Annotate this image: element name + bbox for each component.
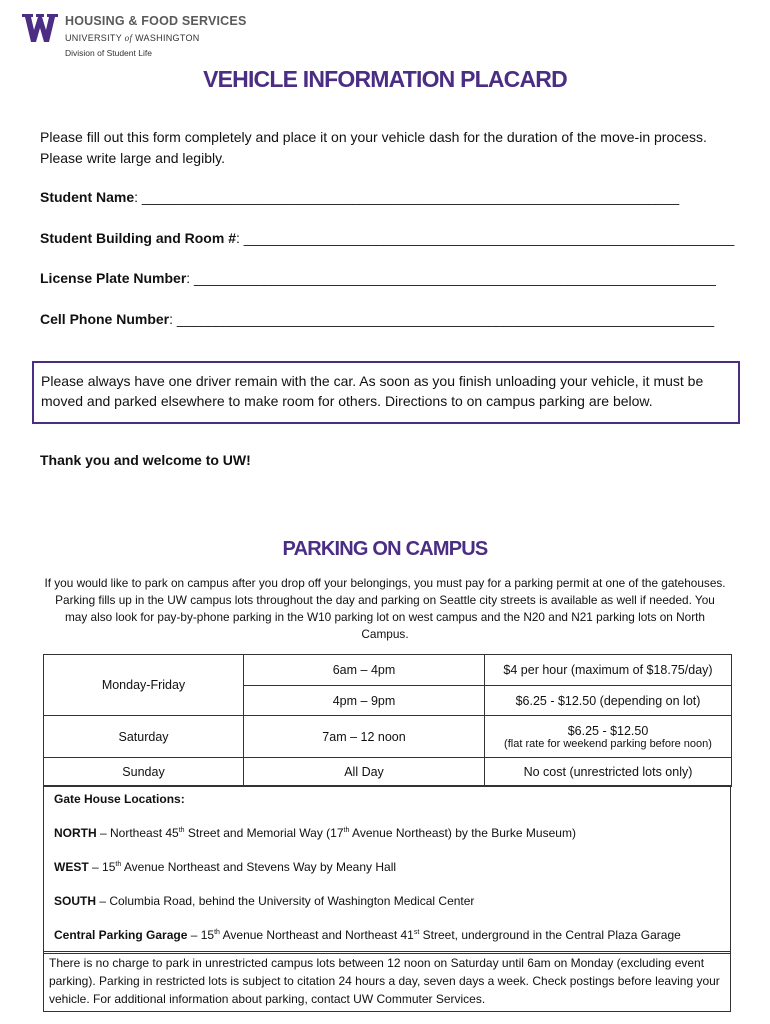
table-row xyxy=(44,758,732,787)
parking-rates-table xyxy=(43,654,732,787)
parking-title: PARKING ON CAMPUS xyxy=(282,538,488,560)
gate-central: Central Parking Garage – 15th Avenue Northeast and Northeast 41st Street, underground in the Central Plaza Garage xyxy=(54,928,681,942)
university-name: UNIVERSITY of WASHINGTON xyxy=(65,33,200,43)
driver-notice-box: Please always have one driver remain with the car. As soon as you finish unloading your vehicle, it must be moved and parked elsewhere to make room for others. Directions to on campus parking are below. xyxy=(32,361,740,424)
weekday-label: Monday-Friday xyxy=(44,655,244,716)
division-name: Division of Student Life xyxy=(65,48,152,58)
form-intro: Please fill out this form completely and place it on your vehicle dash for the duration of the move-in process. Please write large and legibly. xyxy=(40,129,707,166)
saturday-note: (flat rate for weekend parking before noon) xyxy=(504,737,712,750)
weekday-rate-2: $6.25 - $12.50 (depending on lot) xyxy=(485,686,732,716)
org-name: HOUSING & FOOD SERVICES xyxy=(65,14,247,28)
sunday-label: Sunday xyxy=(44,758,244,787)
saturday-rate-cell xyxy=(485,716,732,758)
sunday-rate: No cost (unrestricted lots only) xyxy=(485,758,732,787)
weekday-rate-1: $4 per hour (maximum of $18.75/day) xyxy=(485,655,732,686)
gate-west: WEST – 15th Avenue Northeast and Stevens Way by Meany Hall xyxy=(54,860,397,874)
saturday-time: 7am – 12 noon xyxy=(244,716,485,758)
gate-north: NORTH – Northeast 45th Street and Memorial Way (17th Avenue Northeast) by the Burke Museum) xyxy=(54,826,576,840)
field-student-name[interactable]: Student Name: _____________________________________________________________________ xyxy=(40,189,680,205)
gate-south: SOUTH – Columbia Road, behind the University of Washington Medical Center xyxy=(54,894,475,908)
parking-intro: If you would like to park on campus after you drop off your belongings, you must pay for a parking permit at one of the gatehouses. Parking fills up in the UW campus lots throughout the day and parking on Seattle city streets is available as well if needed. You may also look for pay-by-phone parking in the W10 parking lot on west campus and the N20 and N21 parking lots on North Campus. xyxy=(44,576,726,641)
uw-w-logo xyxy=(22,14,58,42)
gate-house-locations xyxy=(43,785,731,954)
weekday-time-2: 4pm – 9pm xyxy=(244,686,485,716)
saturday-label: Saturday xyxy=(44,716,244,758)
thanks-text: Thank you and welcome to UW! xyxy=(40,452,251,468)
sunday-time: All Day xyxy=(244,758,485,787)
field-cell-phone[interactable]: Cell Phone Number: _____________________________________________________________________ xyxy=(40,311,715,327)
table-row xyxy=(44,655,732,686)
weekday-time-1: 6am – 4pm xyxy=(244,655,485,686)
table-row xyxy=(44,716,732,758)
saturday-rate: $6.25 - $12.50 xyxy=(567,723,649,738)
field-license-plate[interactable]: License Plate Number: ___________________________________________________________________ xyxy=(40,270,716,286)
form-title: VEHICLE INFORMATION PLACARD xyxy=(203,66,567,92)
no-charge-notice: There is no charge to park in unrestricted campus lots between 12 noon on Saturday until 6am on Monday (excluding event parking). Parking in restricted lots is subject to citation 24 hours a day, seven days a week. Check postings before leaving your vehicle. For additional information about parking, contact UW Commuter Services. xyxy=(43,951,731,1012)
gate-house-heading: Gate House Locations: xyxy=(54,792,185,806)
field-building-room[interactable]: Student Building and Room #: _______________________________________________________________ xyxy=(40,230,735,246)
